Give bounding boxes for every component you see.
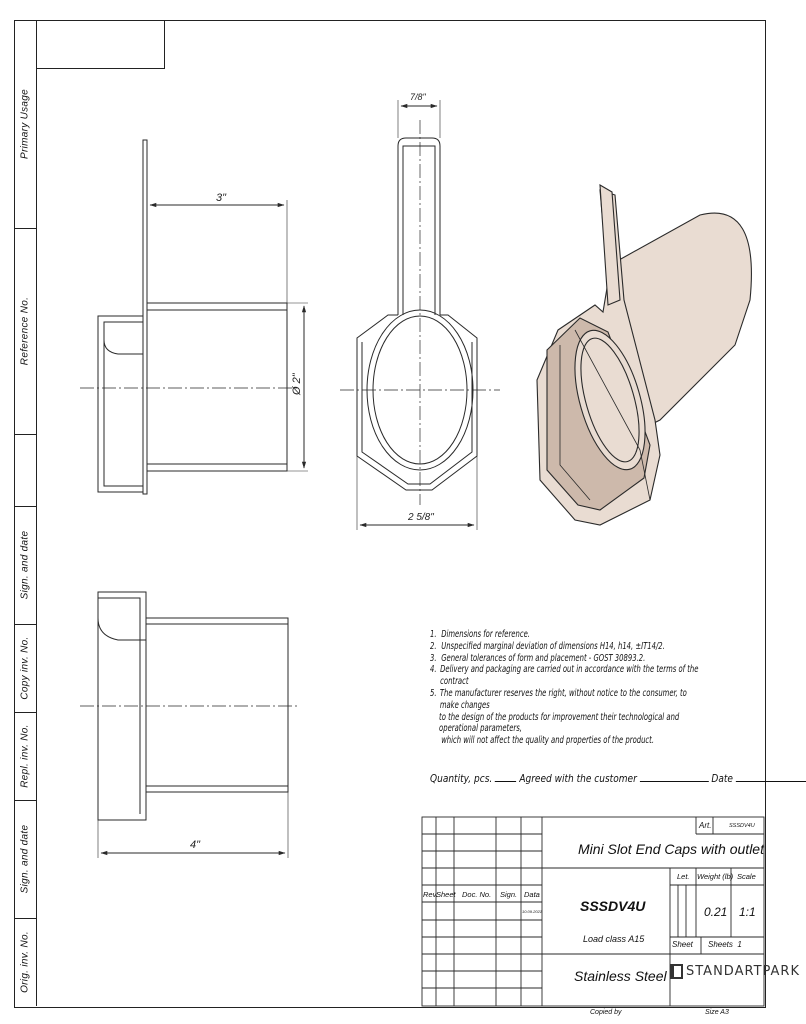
note-text: Delivery and packaging are carried out in accordance with the terms of the contract [440,664,699,688]
part-number: SSSDV4U [580,898,646,914]
note-number: 1. [430,629,437,640]
note-number: 4. [430,664,437,676]
isometric-view [537,185,751,525]
paper-size: Size A3 [705,1009,729,1016]
load-class: Load class A15 [583,934,645,944]
agreed-label: Agreed with the customer [519,772,637,785]
let-label: Let. [677,872,690,881]
sheets-value: 1 [737,940,742,949]
note-item [430,712,702,736]
data-label: Data [524,890,540,899]
sidebar-label: Orig. inv. No. [19,931,31,993]
doc-no-label: Doc. No. [462,890,492,899]
dimension-front-width: 2 5/8" [408,512,434,523]
note-text: General tolerances of form and placement - GOST 30893.2. [441,652,646,664]
sheet-col-label: Sheet [436,890,456,899]
sidebar-label: Reference No. [19,296,31,366]
note-text: Dimensions for reference. [441,629,530,640]
note-item [430,688,702,712]
quantity-row [430,771,806,785]
note-number: 5. [430,687,437,699]
note-item [430,629,702,641]
note-item [430,735,702,747]
drawing-title: Mini Slot End Caps with outlet [578,841,764,857]
note-text: The manufacturer reserves the right, without notice to the consumer, to make changes [439,687,687,711]
note-number: 2. [430,640,437,652]
scale-label: Scale [737,872,756,881]
scale-value: 1:1 [739,905,756,919]
brand-name: STANDARTPARK [686,964,800,979]
note-text: Unspecified marginal deviation of dimensions H14, h14, ±IT14/2. [441,640,665,652]
material: Stainless Steel [574,968,667,984]
sidebar-label: Repl. inv. No. [19,724,31,788]
note-number [430,712,439,736]
quantity-field[interactable] [495,771,516,782]
general-notes [430,629,702,747]
note-number: 3. [430,652,437,664]
front-view [340,100,500,530]
dimension-length-top: 3" [216,192,227,204]
note-text: to the design of the products for improvement their technological and operational parameters, [439,711,680,735]
brand-logo [670,964,800,979]
dimension-diameter: Ø 2" [291,373,303,395]
agreed-field[interactable] [640,771,709,782]
sidebar-label: Primary Usage [19,88,31,160]
dimension-tab-width: 7/8" [410,92,426,102]
quantity-label: Quantity, pcs. [430,772,493,785]
sign-label: Sign. [500,890,518,899]
date-label: Date [711,772,733,785]
dimension-length-bottom: 4" [190,839,201,851]
brand-logo-icon [670,964,683,979]
note-text: which will not affect the quality and properties of the product. [441,735,655,747]
weight-value: 0.21 [704,905,728,919]
art-label: Art. [699,821,712,830]
sheets-label: Sheets 1 [708,940,742,949]
note-item [430,653,702,665]
sidebar-label: Sign. and date [19,824,31,894]
note-item [430,641,702,653]
art-value: SSSDV4U [729,823,755,829]
sheet-label: Sheet [672,940,693,949]
rev-label: Rev. [423,890,438,899]
side-view-top [80,140,308,494]
sidebar-label: Copy inv. No. [19,636,31,700]
date-field[interactable] [736,771,806,782]
weight-label: Weight (lb) [697,872,734,881]
data-value: 10.09.2021 [522,909,543,914]
sidebar-label: Sign. and date [19,530,31,600]
side-view-bottom [80,592,300,858]
note-number [430,735,441,747]
note-item [430,664,702,688]
copied-by: Copied by [590,1009,622,1016]
